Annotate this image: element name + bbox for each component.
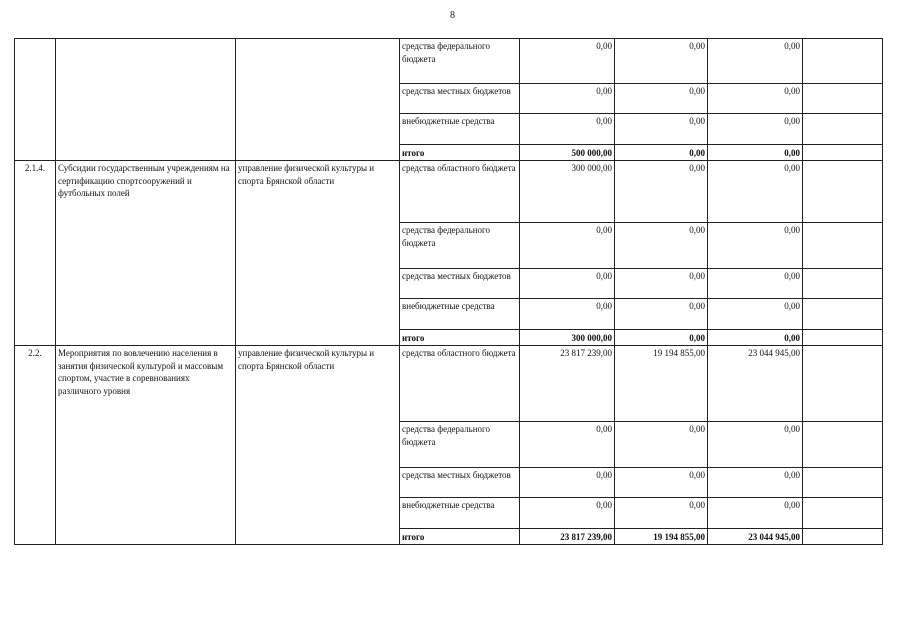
note-cell <box>803 498 883 529</box>
note-cell <box>803 468 883 498</box>
funding-source: средства федерального бюджета <box>400 223 520 269</box>
amount-year-2: 0,00 <box>615 223 708 269</box>
table-row <box>15 346 883 422</box>
amount-year-2: 0,00 <box>615 114 708 145</box>
amount-year-2: 0,00 <box>615 145 708 161</box>
amount-year-2: 0,00 <box>615 84 708 114</box>
amount-year-3: 0,00 <box>708 422 803 468</box>
amount-year-2: 0,00 <box>615 330 708 346</box>
amount-year-1: 300 000,00 <box>520 330 615 346</box>
amount-year-1: 0,00 <box>520 422 615 468</box>
note-cell <box>803 330 883 346</box>
amount-year-1: 0,00 <box>520 223 615 269</box>
note-cell <box>803 161 883 223</box>
amount-year-2: 0,00 <box>615 422 708 468</box>
item-number <box>15 39 56 161</box>
budget-table <box>14 38 883 545</box>
page-number: 8 <box>450 10 455 21</box>
amount-year-3: 0,00 <box>708 161 803 223</box>
amount-year-3: 0,00 <box>708 498 803 529</box>
amount-year-3: 0,00 <box>708 269 803 299</box>
item-number: 2.2. <box>15 346 56 545</box>
amount-year-2: 0,00 <box>615 39 708 84</box>
amount-year-2: 0,00 <box>615 269 708 299</box>
funding-source: внебюджетные средства <box>400 299 520 330</box>
amount-year-3: 0,00 <box>708 84 803 114</box>
note-cell <box>803 529 883 545</box>
funding-source: средства местных бюджетов <box>400 468 520 498</box>
amount-year-2: 19 194 855,00 <box>615 529 708 545</box>
amount-year-3: 0,00 <box>708 114 803 145</box>
note-cell <box>803 145 883 161</box>
note-cell <box>803 39 883 84</box>
amount-year-3: 0,00 <box>708 330 803 346</box>
funding-source: итого <box>400 145 520 161</box>
amount-year-2: 0,00 <box>615 498 708 529</box>
item-name <box>56 39 236 161</box>
funding-source: средства областного бюджета <box>400 161 520 223</box>
amount-year-3: 0,00 <box>708 145 803 161</box>
amount-year-1: 0,00 <box>520 84 615 114</box>
funding-source: средства местных бюджетов <box>400 84 520 114</box>
amount-year-3: 0,00 <box>708 39 803 84</box>
amount-year-3: 23 044 945,00 <box>708 346 803 422</box>
amount-year-1: 300 000,00 <box>520 161 615 223</box>
note-cell <box>803 223 883 269</box>
amount-year-3: 0,00 <box>708 223 803 269</box>
item-name: Субсидии государственным учреждениям на сертификацию спортсооружений и футбольных полей <box>56 161 236 346</box>
item-number: 2.1.4. <box>15 161 56 346</box>
note-cell <box>803 346 883 422</box>
funding-source: средства местных бюджетов <box>400 269 520 299</box>
funding-source: внебюджетные средства <box>400 498 520 529</box>
amount-year-1: 23 817 239,00 <box>520 529 615 545</box>
amount-year-1: 23 817 239,00 <box>520 346 615 422</box>
amount-year-2: 0,00 <box>615 161 708 223</box>
note-cell <box>803 114 883 145</box>
amount-year-2: 19 194 855,00 <box>615 346 708 422</box>
amount-year-1: 0,00 <box>520 269 615 299</box>
amount-year-1: 500 000,00 <box>520 145 615 161</box>
table-row <box>15 161 883 223</box>
amount-year-1: 0,00 <box>520 299 615 330</box>
amount-year-3: 23 044 945,00 <box>708 529 803 545</box>
funding-source: итого <box>400 529 520 545</box>
funding-source: средства федерального бюджета <box>400 422 520 468</box>
note-cell <box>803 269 883 299</box>
amount-year-2: 0,00 <box>615 299 708 330</box>
amount-year-1: 0,00 <box>520 468 615 498</box>
funding-source: средства федерального бюджета <box>400 39 520 84</box>
note-cell <box>803 84 883 114</box>
item-executor: управление физической культуры и спорта Брянской области <box>236 161 400 346</box>
amount-year-1: 0,00 <box>520 498 615 529</box>
amount-year-1: 0,00 <box>520 39 615 84</box>
item-executor <box>236 39 400 161</box>
funding-source: итого <box>400 330 520 346</box>
amount-year-3: 0,00 <box>708 299 803 330</box>
amount-year-3: 0,00 <box>708 468 803 498</box>
item-executor: управление физической культуры и спорта Брянской области <box>236 346 400 545</box>
funding-source: внебюджетные средства <box>400 114 520 145</box>
note-cell <box>803 422 883 468</box>
amount-year-1: 0,00 <box>520 114 615 145</box>
table-row <box>15 39 883 84</box>
funding-source: средства областного бюджета <box>400 346 520 422</box>
item-name: Мероприятия по вовлечению населения в занятия физической культурой и массовым спортом, участие в соревнованиях различного уровня <box>56 346 236 545</box>
amount-year-2: 0,00 <box>615 468 708 498</box>
note-cell <box>803 299 883 330</box>
